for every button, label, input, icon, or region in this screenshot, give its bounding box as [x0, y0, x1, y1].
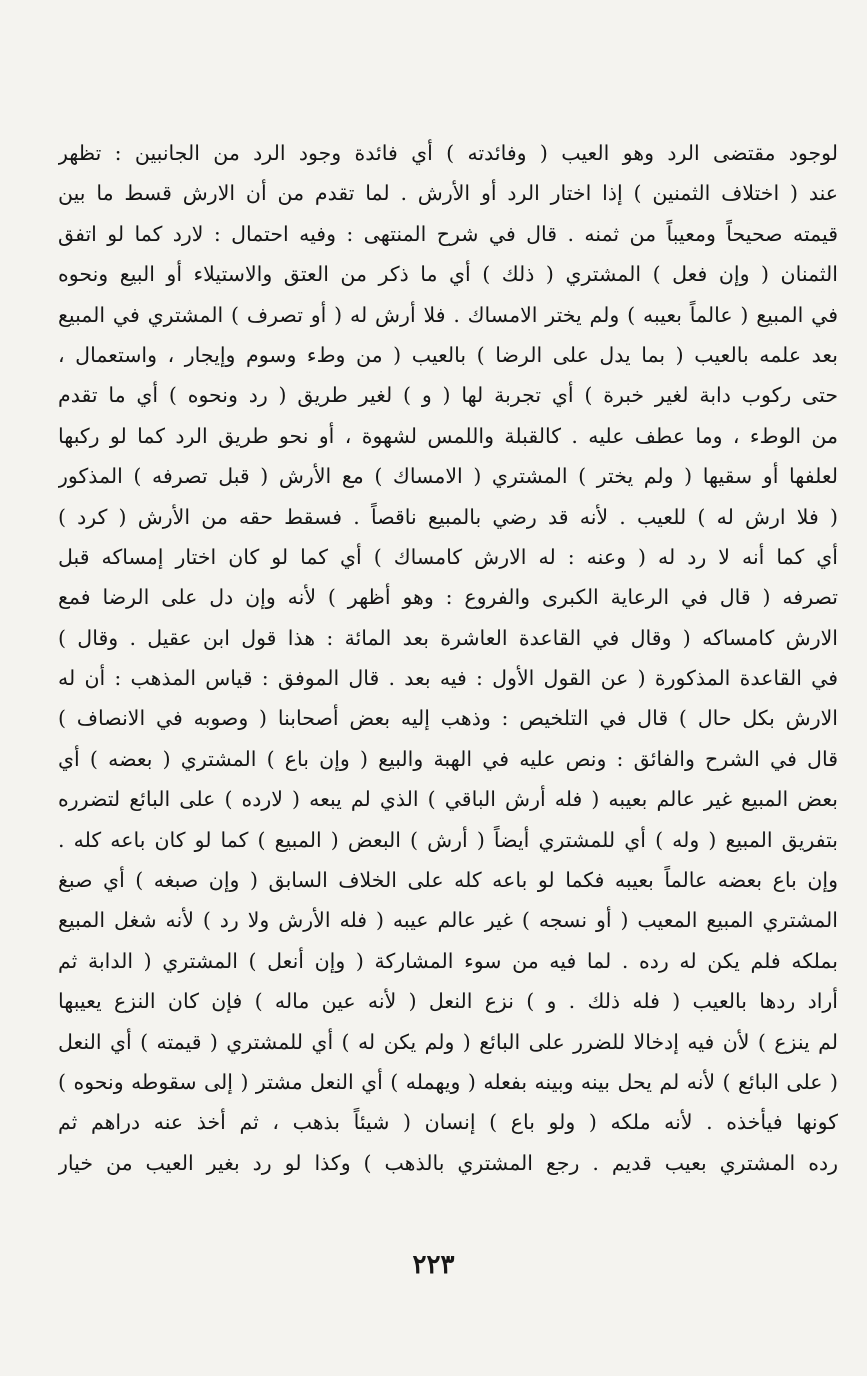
text-line: عند ( اختلاف الثمنين ) إذا اختار الرد أو الأرش . لما تقدم من أن الارش قسط ما بين [58, 181, 838, 206]
text-line: ( على البائع ) لأنه لم يحل بينه وبينه بفعله ( ويهمله ) أي النعل مشتر ( إلى سقوطه ونحوه ) [58, 1069, 838, 1094]
text-line: قال في الشرح والفائق : ونص عليه في الهبة والبيع ( وإن باع ) المشتري ( بعضه ) أي [58, 746, 838, 771]
text-line: لم ينزع ) لأن فيه إدخالا للضرر على البائع ( ولم يكن له ) أي للمشتري ( قيمته ) أي النعل [58, 1029, 838, 1054]
text-line: في المبيع ( عالماً بعيبه ) ولم يختر الامساك . فلا أرش له ( أو تصرف ) المشتري في المبيع [58, 302, 838, 327]
text-line: كونها فيأخذه . لأنه ملكه ( ولو باع ) إنسان ( شيئاً بذهب ، ثم أخذ عنه دراهم ثم [58, 1110, 838, 1135]
text-line: لعلفها أو سقيها ( ولم يختر ) المشتري ( الامساك ) مع الأرش ( قبل تصرفه ) المذكور [58, 464, 838, 489]
body-text [58, 133, 838, 1183]
text-line: بملكه فلم يكن له رده . لما فيه من سوء المشاركة ( وإن أنعل ) المشتري ( الدابة ثم [58, 948, 838, 973]
text-line: حتى ركوب دابة لغير خبرة ) أي تجربة لها ( و ) لغير طريق ( رد ونحوه ) أي ما تقدم [58, 383, 838, 408]
text-line: قيمته صحيحاً ومعيباً من ثمنه . قال في شرح المنتهى : وفيه احتمال : لارد كما لو اتفق [58, 221, 838, 246]
text-line: رده المشتري بعيب قديم . رجع المشتري بالذهب ) وكذا لو رد بغير العيب من خيار [58, 1150, 838, 1175]
text-line: بعد علمه بالعيب ( بما يدل على الرضا ) بالعيب ( من وطء وسوم وإيجار ، واستعمال ، [58, 342, 838, 367]
text-line: المشتري المبيع المعيب ( أو نسجه ) غير عالم عيبه ( فله الأرش ولا رد ) لأنه شغل المبيع [58, 908, 838, 933]
text-line: الثمنان ( وإن فعل ) المشتري ( ذلك ) أي ما ذكر من العتق والاستيلاء أو البيع ونحوه [58, 262, 838, 287]
text-line: تصرفه ( قال في الرعاية الكبرى والفروع : وهو أظهر ) لأنه وإن دل على الرضا فمع [58, 585, 838, 610]
text-line: ( فلا ارش له ) للعيب . لأنه قد رضي بالمبيع ناقصاً . فسقط حقه من الأرش ( كرد ) [58, 504, 838, 529]
text-line: الارش بكل حال ) قال في التلخيص : وذهب إليه بعض أصحابنا ( وصوبه في الانصاف ) [58, 706, 838, 731]
text-line: في القاعدة المذكورة ( عن القول الأول : فيه بعد . قال الموفق : قياس المذهب : أن له [58, 666, 838, 691]
text-line: أراد ردها بالعيب ( فله ذلك . و ) نزع النعل ( لأنه عين ماله ) فإن كان النزع يعيبها [58, 989, 838, 1014]
page-number: ٢٢٣ [412, 1250, 455, 1280]
text-line: الارش كامساكه ( وقال في القاعدة العاشرة بعد المائة : هذا قول ابن عقيل . وقال ) [58, 625, 838, 650]
text-line: وإن باع بعضه عالماً بعيبه فكما لو باعه كله على الخلاف السابق ( وإن صبغه ) أي صبغ [58, 868, 838, 893]
text-line: بعض المبيع غير عالم بعيبه ( فله أرش الباقي ) الذي لم يبعه ( لارده ) على البائع لتضرره [58, 787, 838, 812]
text-line: لوجود مقتضى الرد وهو العيب ( وفائدته ) أي فائدة وجود الرد من الجانبين : تظهر [58, 141, 838, 165]
text-line: من الوطء ، وما عطف عليه . كالقبلة واللمس لشهوة ، أو نحو طريق الرد كما لو ركبها [58, 423, 838, 448]
text-line: أي كما أنه لا رد له ( وعنه : له الارش كامساك ) أي كما لو كان اختار إمساكه قبل [58, 544, 838, 569]
text-line: بتفريق المبيع ( وله ) أي للمشتري أيضاً ( أرش ) البعض ( المبيع ) كما لو كان باعه كله . [58, 827, 838, 852]
